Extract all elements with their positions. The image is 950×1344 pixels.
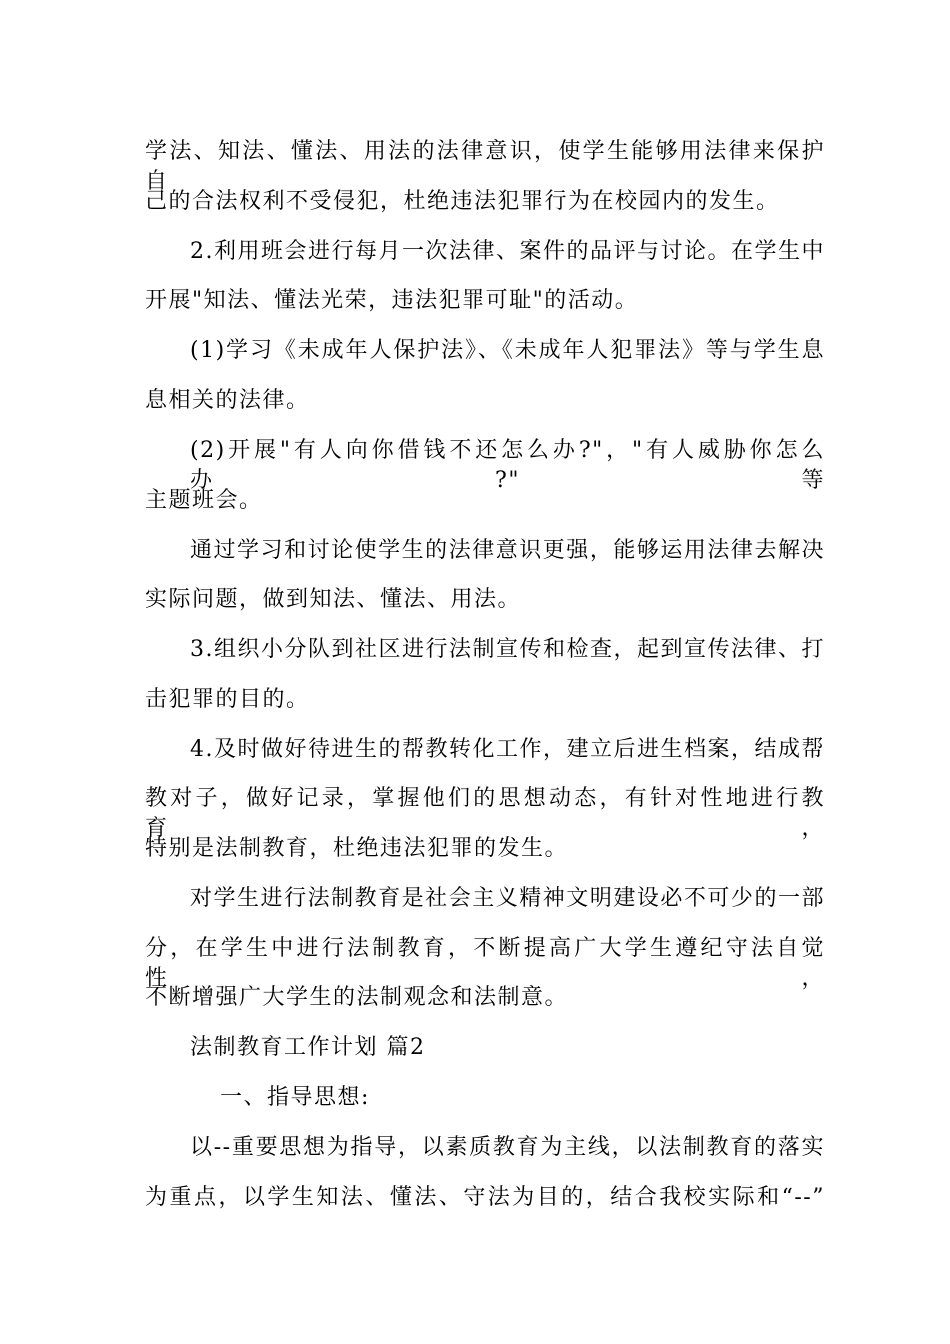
- paragraph-line: 3.组织小分队到社区进行法制宣传和检查，起到宣传法律、打: [190, 637, 825, 662]
- subsection-heading: 一、指导思想:: [220, 1085, 370, 1110]
- paragraph-line: 教对子，做好记录，掌握他们的思想动态，有针对性地进行教育，: [145, 786, 825, 841]
- paragraph-line: 己的合法权利不受侵犯，杜绝违法犯罪行为在校园内的发生。: [145, 189, 780, 214]
- paragraph-line: 学法、知法、懂法、用法的法律意识，使学生能够用法律来保护自: [145, 139, 825, 194]
- paragraph-line: 息相关的法律。: [145, 388, 310, 413]
- paragraph-line: 对学生进行法制教育是社会主义精神文明建设必不可少的一部: [190, 886, 825, 911]
- paragraph-line: 为重点，以学生知法、懂法、守法为目的，结合我校实际和“--”: [145, 1185, 825, 1210]
- paragraph-line: 特别是法制教育，杜绝违法犯罪的发生。: [145, 836, 569, 861]
- paragraph-line: 以--重要思想为指导，以素质教育为主线，以法制教育的落实: [190, 1135, 825, 1160]
- paragraph-line: 4.及时做好待进生的帮教转化工作，建立后进生档案，结成帮: [190, 737, 825, 762]
- paragraph-line: 主题班会。: [145, 488, 263, 513]
- paragraph-line: 开展"知法、懂法光荣，违法犯罪可耻"的活动。: [145, 288, 639, 313]
- paragraph-line: 实际问题，做到知法、懂法、用法。: [145, 587, 522, 612]
- paragraph-line: 通过学习和讨论使学生的法律意识更强，能够运用法律去解决: [190, 538, 825, 563]
- paragraph-line: (1)学习《未成年人保护法》、《未成年人犯罪法》等与学生息: [190, 338, 825, 363]
- paragraph-line: 分，在学生中进行法制教育，不断提高广大学生遵纪守法自觉性，: [145, 936, 825, 991]
- section-heading: 法制教育工作计划 篇2: [190, 1035, 426, 1060]
- paragraph-line: (2)开展"有人向你借钱不还怎么办?"，"有人威胁你怎么办?"等: [190, 438, 825, 493]
- paragraph-line: 击犯罪的目的。: [145, 687, 310, 712]
- paragraph-line: 不断增强广大学生的法制观念和法制意。: [145, 985, 569, 1010]
- paragraph-line: 2.利用班会进行每月一次法律、案件的品评与讨论。在学生中: [190, 239, 825, 264]
